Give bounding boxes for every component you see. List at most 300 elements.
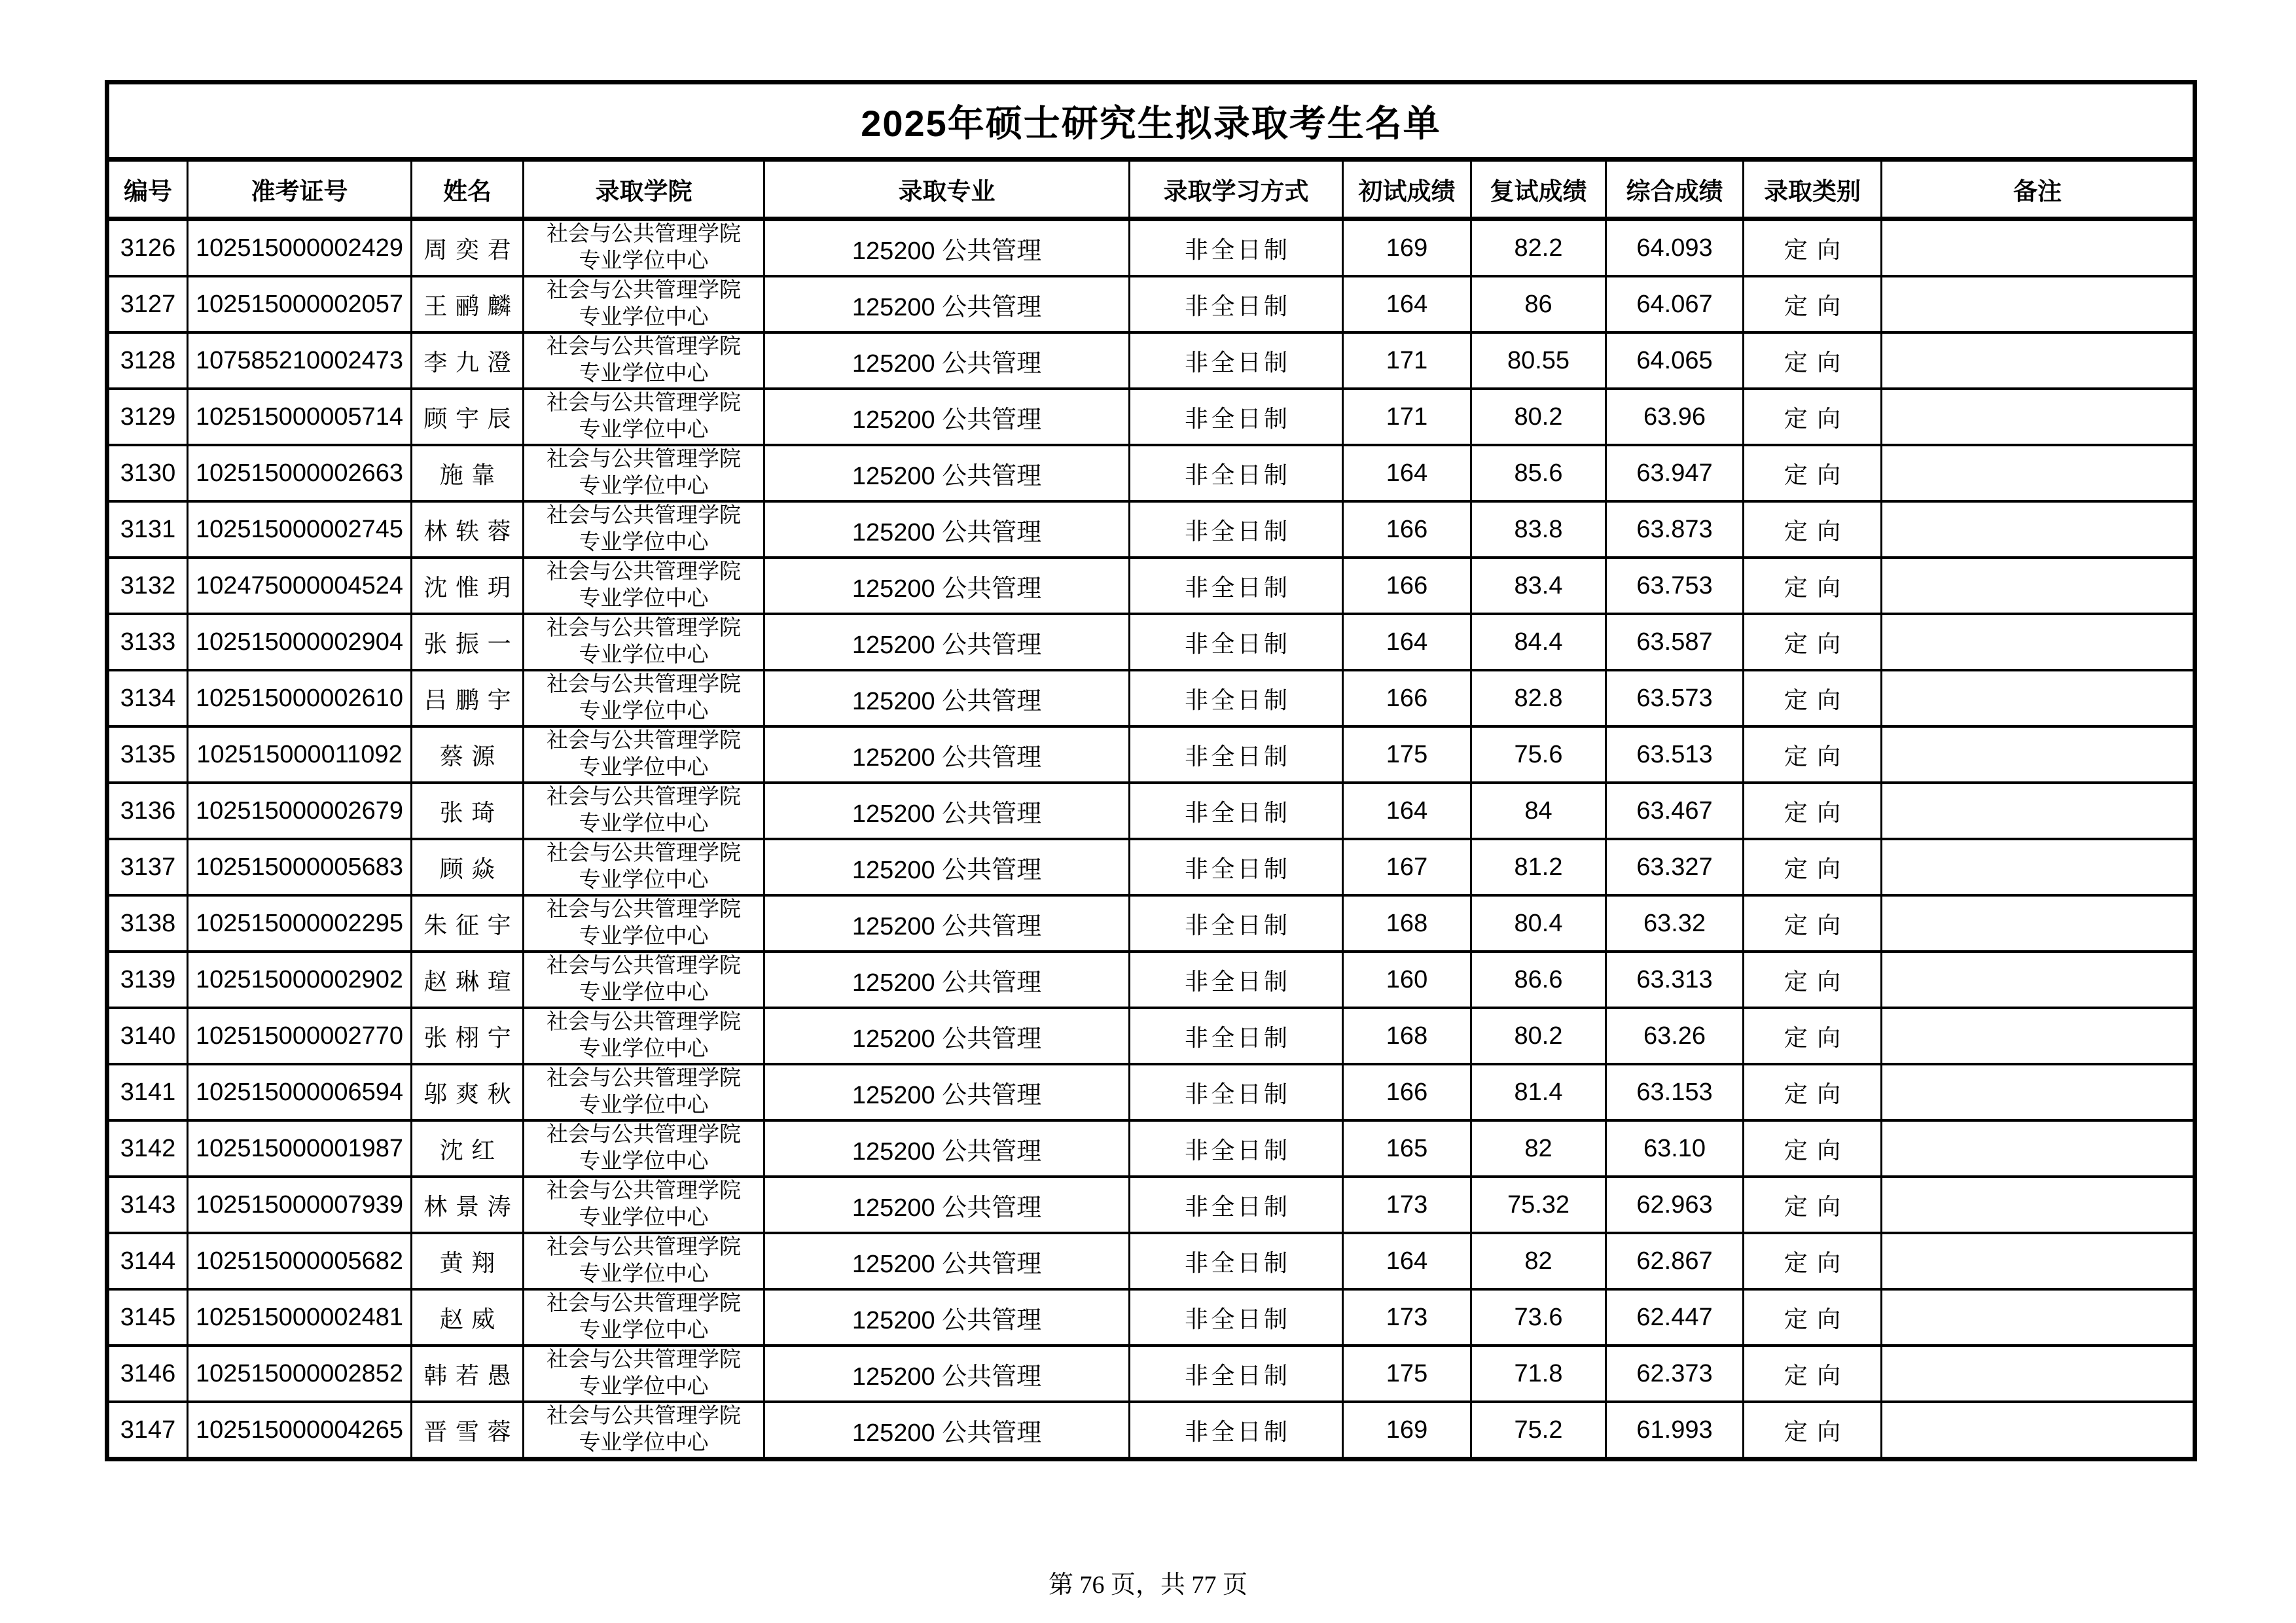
cell-index: 3132 [107,558,188,614]
cell-initial: 164 [1343,445,1471,501]
cell-major: 125200 公共管理 [764,895,1130,952]
cell-overall: 63.313 [1606,952,1744,1008]
cell-ticket: 102515000002904 [188,614,412,670]
cell-line: 专业学位中心 [579,1206,709,1230]
cell-line: 专业学位中心 [579,1037,709,1061]
cell-initial: 166 [1343,501,1471,558]
table-row [107,895,2195,952]
cell-mode: 非全日制 [1130,1402,1343,1459]
cell-major: 125200 公共管理 [764,332,1130,389]
cell-college [524,501,764,558]
cell-major: 125200 公共管理 [764,558,1130,614]
cell-line: 专业学位中心 [579,1319,709,1342]
cell-remarks [1882,389,2195,445]
cell-college [524,1120,764,1177]
cell-index: 3128 [107,332,188,389]
cell-name: 李九澄 [412,332,524,389]
cell-retest: 85.6 [1471,445,1606,501]
table-row [107,1177,2195,1233]
cell-category: 定向 [1744,389,1882,445]
cell-retest: 75.6 [1471,726,1606,783]
cell-retest: 83.8 [1471,501,1606,558]
cell-line: 专业学位中心 [579,587,709,611]
cell-major: 125200 公共管理 [764,1177,1130,1233]
cell-remarks [1882,614,2195,670]
cell-line: 社会与公共管理学院 [547,1123,741,1147]
cell-remarks [1882,1402,2195,1459]
cell-initial: 160 [1343,952,1471,1008]
cell-index: 3144 [107,1233,188,1289]
cell-major: 125200 公共管理 [764,670,1130,726]
cell-initial: 166 [1343,670,1471,726]
cell-mode: 非全日制 [1130,1177,1343,1233]
cell-mode: 非全日制 [1130,895,1343,952]
cell-major: 125200 公共管理 [764,501,1130,558]
cell-category: 定向 [1744,1120,1882,1177]
cell-line: 社会与公共管理学院 [547,1010,741,1034]
cell-initial: 171 [1343,389,1471,445]
cell-overall: 63.26 [1606,1008,1744,1064]
cell-major: 125200 公共管理 [764,219,1130,277]
cell-category: 定向 [1744,1008,1882,1064]
page-footer: 第 76 页，共 77 页 [1048,1571,1247,1599]
cell-name: 邬爽秋 [412,1064,524,1120]
cell-overall: 61.993 [1606,1402,1744,1459]
cell-ticket: 102515000005683 [188,839,412,895]
cell-overall: 62.867 [1606,1233,1744,1289]
cell-category: 定向 [1744,1289,1882,1346]
cell-line: 社会与公共管理学院 [547,954,741,978]
cell-ticket: 102515000002770 [188,1008,412,1064]
table-row [107,389,2195,445]
cell-college [524,952,764,1008]
cell-remarks [1882,1233,2195,1289]
cell-remarks [1882,276,2195,332]
cell-retest: 81.4 [1471,1064,1606,1120]
cell-category: 定向 [1744,839,1882,895]
cell-line: 社会与公共管理学院 [547,1236,741,1259]
cell-remarks [1882,445,2195,501]
cell-mode: 非全日制 [1130,219,1343,277]
cell-remarks [1882,558,2195,614]
cell-ticket: 102515000006594 [188,1064,412,1120]
column-header-remarks: 备注 [1882,160,2195,219]
cell-mode: 非全日制 [1130,726,1343,783]
cell-mode: 非全日制 [1130,1120,1343,1177]
cell-major: 125200 公共管理 [764,1402,1130,1459]
cell-line: 专业学位中心 [579,925,709,948]
cell-line: 社会与公共管理学院 [547,616,741,640]
cell-retest: 80.2 [1471,1008,1606,1064]
cell-ticket: 107585210002473 [188,332,412,389]
cell-overall: 63.753 [1606,558,1744,614]
cell-college [524,726,764,783]
cell-line: 社会与公共管理学院 [547,448,741,471]
cell-major: 125200 公共管理 [764,1064,1130,1120]
cell-name: 张琦 [412,783,524,839]
cell-retest: 82 [1471,1233,1606,1289]
cell-line: 专业学位中心 [579,868,709,892]
column-header-initial: 初试成绩 [1343,160,1471,219]
cell-initial: 164 [1343,1233,1471,1289]
cell-overall: 62.963 [1606,1177,1744,1233]
cell-remarks [1882,952,2195,1008]
cell-mode: 非全日制 [1130,501,1343,558]
column-header-index: 编号 [107,160,188,219]
cell-remarks [1882,839,2195,895]
cell-mode: 非全日制 [1130,1008,1343,1064]
column-header-mode: 录取学习方式 [1130,160,1343,219]
cell-category: 定向 [1744,445,1882,501]
cell-name: 顾宇辰 [412,389,524,445]
cell-major: 125200 公共管理 [764,389,1130,445]
cell-college [524,332,764,389]
cell-college [524,1233,764,1289]
cell-major: 125200 公共管理 [764,952,1130,1008]
cell-index: 3133 [107,614,188,670]
cell-line: 社会与公共管理学院 [547,223,741,246]
cell-retest: 82 [1471,1120,1606,1177]
table-row [107,670,2195,726]
cell-retest: 86.6 [1471,952,1606,1008]
cell-name: 赵琳瑄 [412,952,524,1008]
cell-category: 定向 [1744,1064,1882,1120]
cell-name: 周奕君 [412,219,524,277]
cell-ticket: 102515000002610 [188,670,412,726]
table-row [107,501,2195,558]
cell-index: 3134 [107,670,188,726]
cell-line: 专业学位中心 [579,474,709,498]
cell-initial: 169 [1343,1402,1471,1459]
cell-major: 125200 公共管理 [764,276,1130,332]
cell-mode: 非全日制 [1130,1064,1343,1120]
cell-major: 125200 公共管理 [764,1289,1130,1346]
cell-index: 3135 [107,726,188,783]
cell-index: 3138 [107,895,188,952]
cell-major: 125200 公共管理 [764,726,1130,783]
cell-ticket: 102515000002429 [188,219,412,277]
cell-overall: 63.10 [1606,1120,1744,1177]
cell-college [524,783,764,839]
cell-overall: 62.447 [1606,1289,1744,1346]
cell-ticket: 102515000005682 [188,1233,412,1289]
cell-overall: 63.513 [1606,726,1744,783]
table-row [107,1120,2195,1177]
cell-category: 定向 [1744,1177,1882,1233]
cell-college [524,614,764,670]
cell-line: 社会与公共管理学院 [547,391,741,415]
cell-index: 3140 [107,1008,188,1064]
cell-college [524,276,764,332]
cell-index: 3136 [107,783,188,839]
cell-remarks [1882,670,2195,726]
cell-mode: 非全日制 [1130,614,1343,670]
cell-mode: 非全日制 [1130,1289,1343,1346]
cell-line: 专业学位中心 [579,531,709,554]
table-row [107,1008,2195,1064]
cell-name: 张栩宁 [412,1008,524,1064]
cell-line: 社会与公共管理学院 [547,1067,741,1090]
cell-name: 黄翔 [412,1233,524,1289]
cell-name: 张振一 [412,614,524,670]
cell-initial: 171 [1343,332,1471,389]
cell-retest: 82.2 [1471,219,1606,277]
cell-line: 专业学位中心 [579,1262,709,1286]
cell-college [524,1402,764,1459]
cell-retest: 80.2 [1471,389,1606,445]
cell-ticket: 102515000004265 [188,1402,412,1459]
cell-major: 125200 公共管理 [764,1120,1130,1177]
cell-initial: 164 [1343,783,1471,839]
cell-name: 沈惟玥 [412,558,524,614]
cell-retest: 84.4 [1471,614,1606,670]
cell-overall: 63.587 [1606,614,1744,670]
cell-ticket: 102515000002745 [188,501,412,558]
cell-line: 社会与公共管理学院 [547,1292,741,1315]
cell-college [524,219,764,277]
table-row [107,783,2195,839]
cell-name: 韩若愚 [412,1346,524,1402]
cell-initial: 173 [1343,1289,1471,1346]
cell-index: 3131 [107,501,188,558]
table-row [107,1346,2195,1402]
cell-category: 定向 [1744,219,1882,277]
cell-mode: 非全日制 [1130,389,1343,445]
cell-category: 定向 [1744,952,1882,1008]
cell-index: 3147 [107,1402,188,1459]
cell-retest: 80.4 [1471,895,1606,952]
cell-overall: 63.153 [1606,1064,1744,1120]
cell-name: 王鹂麟 [412,276,524,332]
cell-line: 专业学位中心 [579,249,709,273]
cell-line: 社会与公共管理学院 [547,560,741,584]
table-title-row [107,82,2195,160]
cell-initial: 166 [1343,1064,1471,1120]
cell-category: 定向 [1744,895,1882,952]
cell-college [524,445,764,501]
cell-overall: 63.467 [1606,783,1744,839]
cell-college [524,839,764,895]
cell-name: 沈红 [412,1120,524,1177]
cell-index: 3127 [107,276,188,332]
cell-ticket: 102515000002852 [188,1346,412,1402]
cell-line: 社会与公共管理学院 [547,842,741,865]
cell-remarks [1882,1177,2195,1233]
cell-category: 定向 [1744,1233,1882,1289]
cell-college [524,895,764,952]
cell-college [524,1064,764,1120]
table-row [107,614,2195,670]
table-row [107,952,2195,1008]
cell-ticket: 102515000007939 [188,1177,412,1233]
cell-category: 定向 [1744,1402,1882,1459]
cell-remarks [1882,1008,2195,1064]
cell-retest: 80.55 [1471,332,1606,389]
cell-index: 3130 [107,445,188,501]
cell-line: 专业学位中心 [579,418,709,442]
cell-line: 专业学位中心 [579,981,709,1005]
cell-initial: 165 [1343,1120,1471,1177]
cell-initial: 175 [1343,726,1471,783]
cell-name: 晋雪蓉 [412,1402,524,1459]
cell-ticket: 102515000001987 [188,1120,412,1177]
cell-line: 社会与公共管理学院 [547,898,741,921]
table-row [107,1064,2195,1120]
cell-major: 125200 公共管理 [764,839,1130,895]
cell-college [524,1008,764,1064]
cell-line: 专业学位中心 [579,1150,709,1173]
table-row [107,1233,2195,1289]
cell-line: 社会与公共管理学院 [547,729,741,753]
cell-name: 顾焱 [412,839,524,895]
cell-mode: 非全日制 [1130,783,1343,839]
cell-line: 专业学位中心 [579,756,709,779]
cell-index: 3142 [107,1120,188,1177]
cell-remarks [1882,1120,2195,1177]
cell-index: 3141 [107,1064,188,1120]
cell-overall: 63.873 [1606,501,1744,558]
cell-overall: 63.573 [1606,670,1744,726]
cell-retest: 84 [1471,783,1606,839]
cell-name: 赵威 [412,1289,524,1346]
cell-college [524,1177,764,1233]
cell-mode: 非全日制 [1130,558,1343,614]
cell-index: 3143 [107,1177,188,1233]
cell-ticket: 102515000005714 [188,389,412,445]
cell-category: 定向 [1744,614,1882,670]
cell-college [524,1346,764,1402]
cell-initial: 166 [1343,558,1471,614]
cell-category: 定向 [1744,558,1882,614]
table-row [107,839,2195,895]
table-header-row [107,160,2195,219]
admission-list-table [105,80,2197,1461]
table-row [107,276,2195,332]
cell-mode: 非全日制 [1130,952,1343,1008]
column-header-ticket: 准考证号 [188,160,412,219]
cell-category: 定向 [1744,783,1882,839]
column-header-retest: 复试成绩 [1471,160,1606,219]
cell-major: 125200 公共管理 [764,1346,1130,1402]
cell-line: 社会与公共管理学院 [547,785,741,809]
cell-retest: 71.8 [1471,1346,1606,1402]
cell-line: 社会与公共管理学院 [547,1404,741,1428]
cell-remarks [1882,1289,2195,1346]
cell-line: 专业学位中心 [579,1375,709,1399]
cell-line: 专业学位中心 [579,1094,709,1117]
cell-ticket: 102515000002679 [188,783,412,839]
table-row [107,332,2195,389]
cell-name: 朱征宇 [412,895,524,952]
cell-major: 125200 公共管理 [764,614,1130,670]
cell-retest: 81.2 [1471,839,1606,895]
cell-line: 专业学位中心 [579,812,709,836]
cell-index: 3126 [107,219,188,277]
table-row [107,558,2195,614]
cell-college [524,558,764,614]
cell-name: 吕鹏宇 [412,670,524,726]
cell-initial: 164 [1343,276,1471,332]
cell-ticket: 102515000011092 [188,726,412,783]
cell-index: 3137 [107,839,188,895]
cell-name: 蔡源 [412,726,524,783]
cell-category: 定向 [1744,670,1882,726]
cell-overall: 63.32 [1606,895,1744,952]
cell-ticket: 102515000002057 [188,276,412,332]
cell-overall: 62.373 [1606,1346,1744,1402]
column-header-overall: 综合成绩 [1606,160,1744,219]
cell-category: 定向 [1744,332,1882,389]
cell-retest: 86 [1471,276,1606,332]
column-header-name: 姓名 [412,160,524,219]
cell-line: 社会与公共管理学院 [547,279,741,302]
cell-line: 社会与公共管理学院 [547,1348,741,1372]
cell-remarks [1882,332,2195,389]
cell-category: 定向 [1744,501,1882,558]
cell-line: 社会与公共管理学院 [547,1179,741,1203]
cell-remarks [1882,1346,2195,1402]
cell-remarks [1882,726,2195,783]
cell-college [524,389,764,445]
cell-remarks [1882,219,2195,277]
table-row [107,726,2195,783]
cell-initial: 173 [1343,1177,1471,1233]
cell-ticket: 102515000002481 [188,1289,412,1346]
cell-line: 社会与公共管理学院 [547,335,741,359]
cell-overall: 63.947 [1606,445,1744,501]
cell-initial: 168 [1343,1008,1471,1064]
cell-overall: 64.065 [1606,332,1744,389]
cell-mode: 非全日制 [1130,839,1343,895]
cell-retest: 83.4 [1471,558,1606,614]
cell-college [524,670,764,726]
cell-overall: 64.067 [1606,276,1744,332]
column-header-college: 录取学院 [524,160,764,219]
cell-name: 林景涛 [412,1177,524,1233]
table-row [107,1402,2195,1459]
cell-remarks [1882,895,2195,952]
cell-mode: 非全日制 [1130,1233,1343,1289]
cell-category: 定向 [1744,726,1882,783]
cell-ticket: 102515000002295 [188,895,412,952]
cell-category: 定向 [1744,276,1882,332]
cell-category: 定向 [1744,1346,1882,1402]
column-header-major: 录取专业 [764,160,1130,219]
column-header-category: 录取类别 [1744,160,1882,219]
table-row [107,445,2195,501]
cell-ticket: 102475000004524 [188,558,412,614]
table-body [107,219,2195,1459]
cell-name: 林轶蓉 [412,501,524,558]
cell-initial: 175 [1343,1346,1471,1402]
cell-overall: 63.327 [1606,839,1744,895]
cell-mode: 非全日制 [1130,670,1343,726]
cell-initial: 169 [1343,219,1471,277]
cell-remarks [1882,1064,2195,1120]
cell-line: 专业学位中心 [579,643,709,667]
cell-index: 3145 [107,1289,188,1346]
cell-index: 3129 [107,389,188,445]
page-title: 2025年硕士研究生拟录取考生名单 [107,82,2195,160]
cell-line: 专业学位中心 [579,1431,709,1455]
cell-overall: 64.093 [1606,219,1744,277]
cell-mode: 非全日制 [1130,1346,1343,1402]
cell-name: 施靠 [412,445,524,501]
cell-initial: 164 [1343,614,1471,670]
cell-remarks [1882,783,2195,839]
cell-line: 社会与公共管理学院 [547,673,741,696]
cell-major: 125200 公共管理 [764,445,1130,501]
